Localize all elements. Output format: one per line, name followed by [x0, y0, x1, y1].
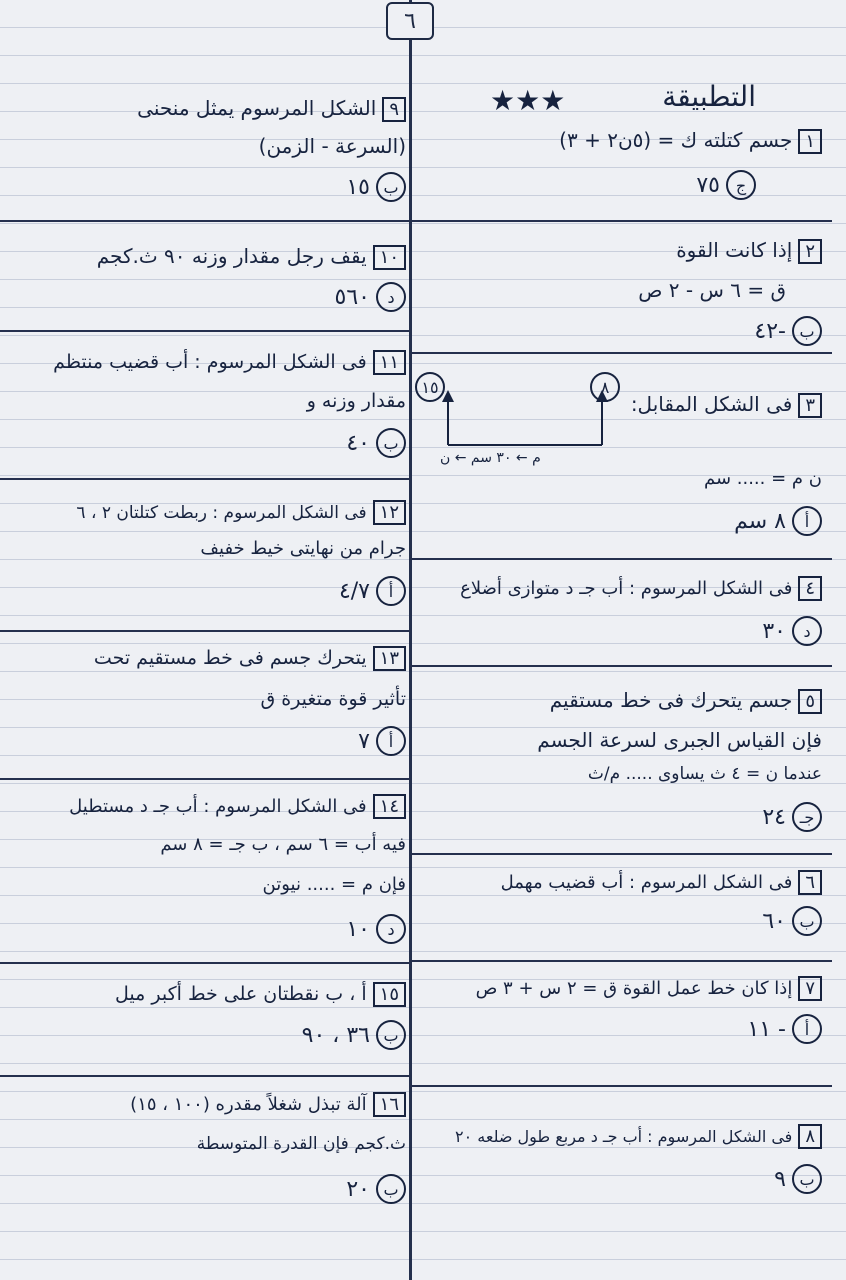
question-number: ٣	[798, 393, 822, 418]
answer-13	[358, 726, 406, 756]
question-number: ٢	[798, 239, 822, 264]
question-text-line: مقدار وزنه و	[306, 390, 406, 412]
answer-value: ٣٦ ، ٩٠	[301, 1022, 370, 1048]
question-text: فى الشكل المرسوم : أب جـ د مستطيل	[69, 796, 367, 817]
question-number: ٥	[798, 689, 822, 714]
question-14	[69, 794, 406, 819]
answer-choice-letter: ب	[376, 172, 406, 202]
question-text: أ ، ب نقطتان على خط أكبر ميل	[115, 983, 367, 1005]
answer-value: -٤٢	[754, 318, 786, 344]
question-number: ١٤	[373, 794, 406, 819]
question-text: جسم يتحرك فى خط مستقيم	[549, 688, 793, 712]
divider	[412, 558, 832, 560]
question-text-line: عندما ن = ٤ ث يساوى ..... م/ث	[587, 764, 822, 784]
answer-value: ٢٤	[762, 804, 786, 830]
question-text-line: ق = ٦ س - ٢ ص	[638, 278, 786, 302]
answer-choice-letter: جـ	[792, 802, 822, 832]
answer-8	[774, 1164, 822, 1194]
answer-choice-letter: ج	[726, 170, 756, 200]
divider	[412, 352, 832, 354]
title-stars: ★★★	[490, 84, 566, 117]
question-extra-line: ن م = ..... سم	[703, 468, 822, 489]
question-4	[460, 576, 822, 601]
span-label: م ← ٣٠ سم ← ن	[440, 450, 541, 466]
answer-choice-letter: ب	[376, 428, 406, 458]
question-7	[476, 976, 822, 1001]
question-number: ٧	[798, 976, 822, 1001]
answer-3	[734, 506, 822, 536]
question-text: فى الشكل المرسوم : أب قضيب منتظم	[53, 351, 367, 373]
question-text: فى الشكل المرسوم : أب قضيب مهمل	[500, 872, 793, 893]
question-number: ١٦	[373, 1092, 406, 1117]
question-text-line: تأثير قوة متغيرة ق	[260, 688, 406, 710]
divider	[0, 330, 409, 332]
answer-11	[346, 428, 406, 458]
question-number: ٩	[382, 97, 406, 122]
question-text: جسم كتلته ك = (٥ن٢ + ٣)	[559, 128, 793, 152]
question-number: ٤	[798, 576, 822, 601]
answer-choice-letter: أ	[792, 506, 822, 536]
divider	[0, 478, 409, 480]
answer-value: ٩	[774, 1166, 786, 1192]
question-number: ١٢	[373, 500, 406, 525]
divider	[412, 220, 832, 222]
divider	[0, 630, 409, 632]
answer-10	[335, 282, 406, 312]
answer-4	[762, 616, 822, 646]
answer-choice-letter: د	[376, 914, 406, 944]
answer-choice-letter: د	[792, 616, 822, 646]
question-number: ٦	[798, 870, 822, 895]
question-text-line: ث.كجم فإن القدرة المتوسطة	[196, 1134, 406, 1154]
divider	[0, 962, 409, 964]
question-text-line: (السرعة - الزمن)	[258, 134, 406, 158]
divider	[412, 665, 832, 667]
question-10	[97, 244, 406, 270]
answer-choice-letter: أ	[376, 576, 406, 606]
question-text-line: جرام من نهايتى خيط خفيف	[200, 538, 406, 559]
question-text: فى الشكل المقابل:	[630, 392, 793, 416]
answer-5	[762, 802, 822, 832]
question-number: ١	[798, 129, 822, 154]
center-margin-line	[409, 0, 412, 1280]
answer-choice-letter: ب	[792, 316, 822, 346]
question-15	[115, 982, 406, 1007]
right-force-label: ٨	[590, 372, 620, 402]
answer-choice-letter: أ	[376, 726, 406, 756]
question-number: ١٠	[373, 245, 406, 270]
answer-14	[346, 914, 406, 944]
answer-choice-letter: ب	[792, 1164, 822, 1194]
question-text: فى الشكل المرسوم : أب جـ د مربع طول ضلعه ٢٠	[455, 1127, 793, 1146]
question-text-line: فيه أب = ٦ سم ، ب جـ = ٨ سم	[160, 834, 406, 855]
divider	[0, 1075, 409, 1077]
answer-value: ١٥	[346, 174, 370, 200]
answer-2	[754, 316, 822, 346]
question-9	[137, 96, 406, 122]
question-number: ١٥	[373, 982, 406, 1007]
question-8	[455, 1124, 822, 1149]
question-text: إذا كانت القوة	[676, 238, 793, 262]
question-text: يتحرك جسم فى خط مستقيم تحت	[93, 647, 367, 669]
question-13	[94, 646, 406, 671]
answer-value: ٥٦٠	[334, 284, 370, 310]
question-text: الشكل المرسوم يمثل منحنى	[137, 96, 377, 120]
answer-choice-letter: أ	[792, 1014, 822, 1044]
answer-value: ٢٠	[346, 1176, 370, 1202]
question-text: يقف رجل مقدار وزنه ٩٠ ث.كجم	[96, 244, 367, 268]
question-text: آلة تبذل شغلاً مقدره (١٠٠ ، ١٥)	[130, 1094, 367, 1115]
answer-value: ١٠	[346, 916, 370, 942]
question-number: ٨	[798, 1124, 822, 1149]
answer-7	[747, 1014, 822, 1044]
answer-6	[762, 906, 822, 936]
answer-value: ٤٠	[346, 430, 370, 456]
question-number: ١١	[373, 350, 406, 375]
answer-15	[302, 1020, 406, 1050]
answer-9	[346, 172, 406, 202]
answer-value: ٦٠	[762, 908, 786, 934]
question-5	[550, 688, 822, 714]
answer-choice-letter: ب	[792, 906, 822, 936]
answer-value: ٣٠	[762, 618, 786, 644]
answer-choice-letter: ب	[376, 1174, 406, 1204]
question-text: إذا كان خط عمل القوة ق = ٢ س + ٣ ص	[475, 978, 793, 999]
question-12	[76, 500, 406, 525]
answer-value: - ١١	[747, 1016, 786, 1042]
question-6	[501, 870, 822, 895]
question-1	[559, 128, 822, 154]
left-force-label: ١٥	[415, 372, 445, 402]
divider	[0, 778, 409, 780]
answer-16	[346, 1174, 406, 1204]
question-text-line: فإن م = ..... نيوتن	[262, 874, 406, 895]
question-11	[53, 350, 406, 375]
divider	[412, 1085, 832, 1087]
question-text: فى الشكل المرسوم : ربطت كتلتان ٢ ، ٦	[76, 503, 367, 523]
answer-12	[339, 576, 406, 606]
page-number: ٦	[386, 2, 434, 40]
divider	[412, 853, 832, 855]
answer-value: ٨ سم	[734, 508, 786, 534]
answer-1	[696, 170, 756, 200]
divider	[0, 220, 409, 222]
question-3	[631, 392, 822, 418]
question-2	[676, 238, 822, 264]
question-text-line: فإن القياس الجبرى لسرعة الجسم	[537, 728, 822, 752]
divider	[412, 960, 832, 962]
answer-value: ٧٥	[696, 172, 720, 198]
page-title: التطبيقة	[662, 80, 756, 113]
question-number: ١٣	[373, 646, 406, 671]
answer-value: ٧	[358, 728, 370, 754]
question-text: فى الشكل المرسوم : أب جـ د متوازى أضلاع	[460, 578, 793, 599]
answer-choice-letter: د	[376, 282, 406, 312]
question-16	[130, 1092, 406, 1117]
answer-choice-letter: ب	[376, 1020, 406, 1050]
answer-value: ٤/٧	[338, 578, 370, 604]
